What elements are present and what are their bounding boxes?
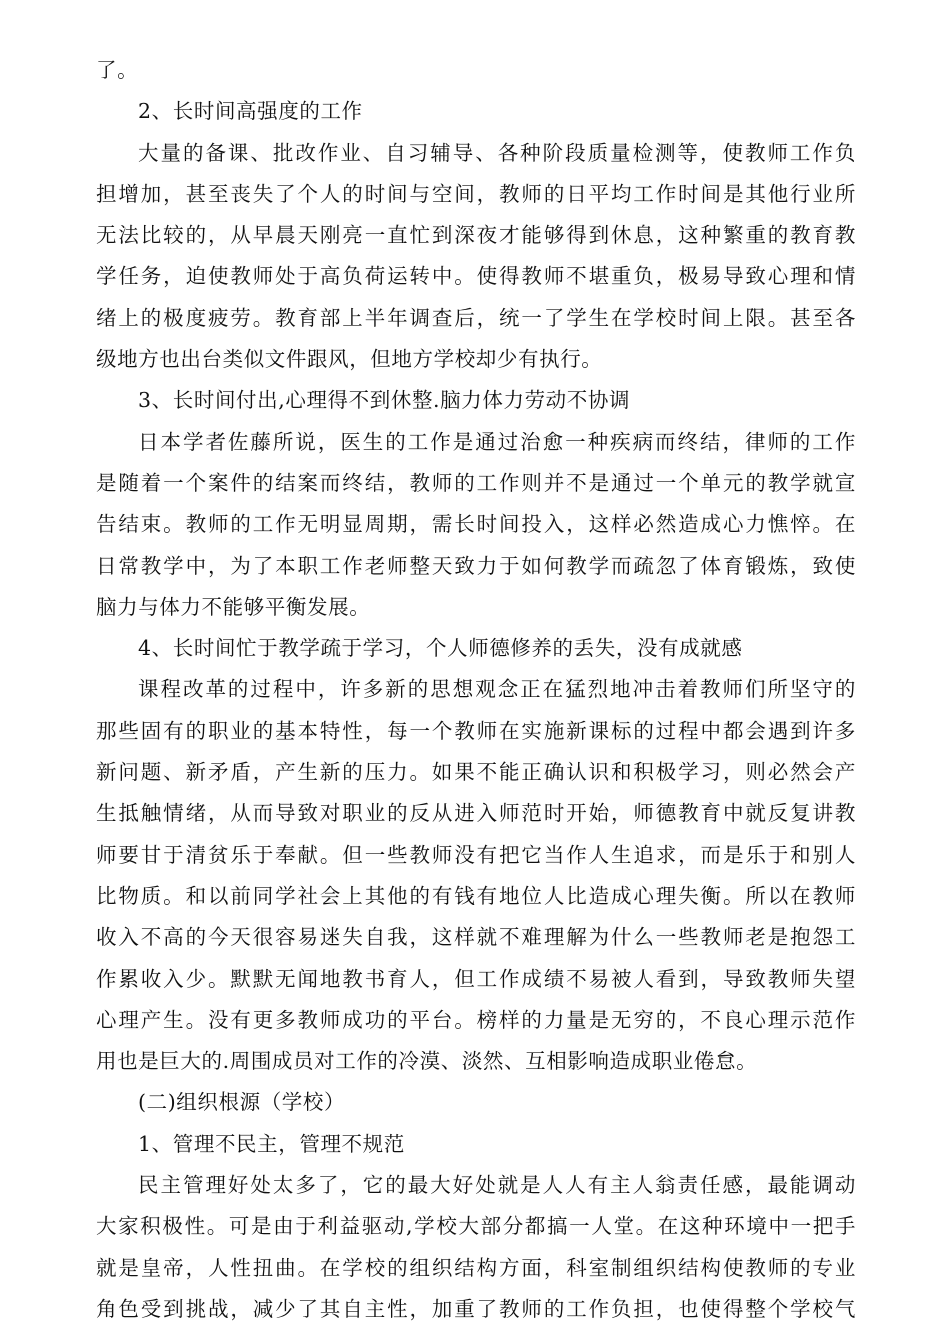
text-line: 那些固有的职业的基本特性，每一个教师在实施新课标的过程中都会遇到许多 [96, 718, 856, 743]
text-line: 2、长时间高强度的工作 [138, 99, 363, 124]
text-line: 比物质。和以前同学社会上其他的有钱有地位人比造成心理失衡。所以在教师 [96, 883, 856, 908]
text-line: (二)组织根源（学校） [138, 1090, 346, 1115]
text-line: 大家积极性。可是由于利益驱动,学校大部分都搞一人堂。在这种环境中一把手 [96, 1214, 856, 1239]
text-line: 绪上的极度疲劳。教育部上半年调查后，统一了学生在学校时间上限。甚至各 [96, 305, 856, 330]
text-line: 心理产生。没有更多教师成功的平台。榜样的力量是无穷的，不良心理示范作 [96, 1007, 856, 1032]
text-line: 无法比较的，从早晨天刚亮一直忙到深夜才能够得到休息，这种繁重的教育教 [96, 223, 856, 248]
text-line: 收入不高的今天很容易迷失自我，这样就不难理解为什么一些教师老是抱怨工 [96, 925, 856, 950]
text-line: 是随着一个案件的结案而终结，教师的工作则并不是通过一个单元的教学就宣 [96, 470, 856, 495]
text-line: 角色受到挑战，减少了其自主性，加重了教师的工作负担，也使得整个学校气 [96, 1296, 856, 1321]
text-line: 就是皇帝，人性扭曲。在学校的组织结构方面，科室制组织结构使教师的专业 [96, 1255, 856, 1280]
text-line: 生抵触情绪，从而导致对职业的反从进入师范时开始，师德教育中就反复讲教 [96, 801, 856, 826]
text-line: 担增加，甚至丧失了个人的时间与空间，教师的日平均工作时间是其他行业所 [96, 181, 856, 206]
text-line: 大量的备课、批改作业、自习辅导、各种阶段质量检测等，使教师工作负 [138, 140, 856, 165]
text-line: 4、长时间忙于教学疏于学习，个人师德修养的丢失，没有成就感 [138, 636, 743, 661]
text-line: 日常教学中，为了本职工作老师整天致力于如何教学而疏忽了体育锻炼，致使 [96, 553, 856, 578]
text-line: 3、长时间付出,心理得不到休整.脑力体力劳动不协调 [138, 388, 631, 413]
text-line: 告结束。教师的工作无明显周期，需长时间投入，这样必然造成心力憔悴。在 [96, 512, 856, 537]
text-line: 了。 [96, 58, 139, 82]
text-line: 级地方也出台类似文件跟风，但地方学校却少有执行。 [96, 347, 603, 372]
text-line: 学任务，迫使教师处于高负荷运转中。使得教师不堪重负，极易导致心理和情 [96, 264, 856, 289]
text-line: 师要甘于清贫乐于奉献。但一些教师没有把它当作人生追求，而是乐于和别人 [96, 842, 856, 867]
text-line: 作累收入少。默默无闻地教书育人，但工作成绩不易被人看到，导致教师失望 [96, 966, 856, 991]
text-line: 脑力与体力不能够平衡发展。 [96, 594, 371, 619]
text-line: 用也是巨大的.周围成员对工作的冷漠、淡然、互相影响造成职业倦怠。 [96, 1049, 758, 1074]
text-line: 课程改革的过程中，许多新的思想观念正在猛烈地冲击着教师们所坚守的 [138, 677, 856, 702]
text-line: 1、管理不民主，管理不规范 [138, 1131, 405, 1156]
text-line: 日本学者佐藤所说，医生的工作是通过治愈一种疾病而终结，律师的工作 [138, 429, 856, 454]
text-line: 新问题、新矛盾，产生新的压力。如果不能正确认识和积极学习，则必然会产 [96, 760, 856, 785]
text-line: 民主管理好处太多了，它的最大好处就是人人有主人翁责任感，最能调动 [138, 1173, 856, 1198]
document-body [96, 50, 856, 1330]
